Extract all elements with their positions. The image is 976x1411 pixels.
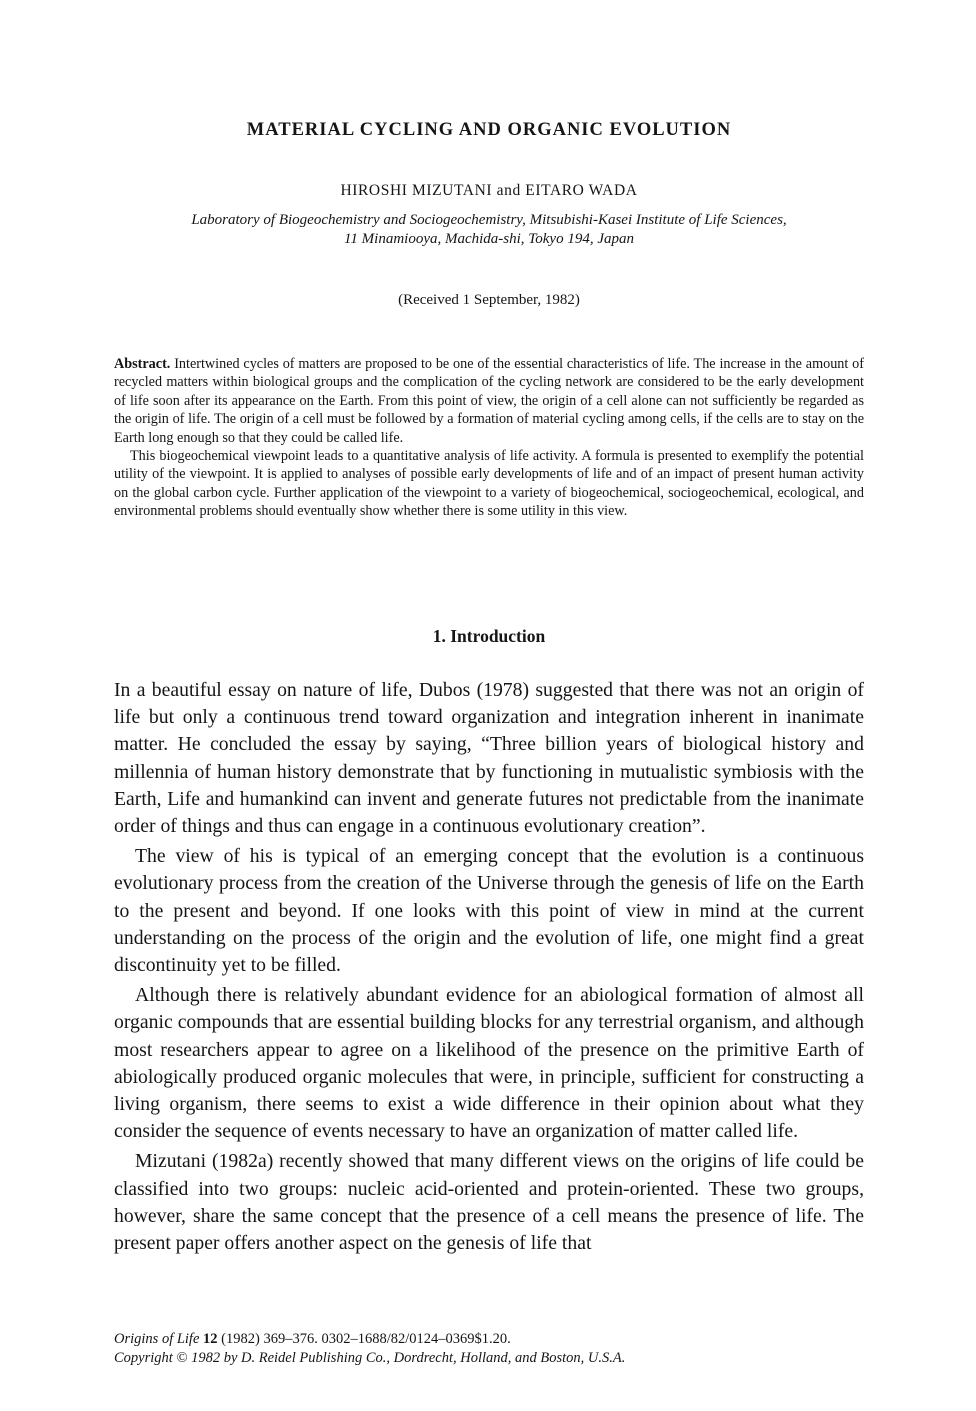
received-date: (Received 1 September, 1982): [398, 292, 580, 308]
introduction-body: [114, 677, 864, 1260]
body-paragraph: The view of his is typical of an emerging concept that the evolution is a continuous evolutionary process from the creation of the Universe through the genesis of life on the Earth to the present and beyond. If one looks with this point of view in mind at the current understanding on the process of the origin and the evolution of life, one might find a great discontinuity yet to be filled.: [114, 845, 864, 977]
abstract: [114, 355, 864, 521]
body-paragraph: In a beautiful essay on nature of life, Dubos (1978) suggested that there was not an origin of life but only a continuous trend toward organization and integration inherent in inanimate matter. He concluded the essay by saying, “Three billion years of biological history and millennia of human history demonstrate that by functioning in mutualistic symbiosis with the Earth, Life and humankind can invent and generate futures not predictable from the inanimate order of things and thus can engage in a continuous evolutionary creation”.: [114, 679, 864, 838]
body-paragraph: Mizutani (1982a) recently showed that many different views on the origins of life could be classified into two groups: nucleic acid-oriented and protein-oriented. These two groups, however, share the same concept that the presence of a cell means the presence of life. The present paper offers another aspect on the genesis of life that: [114, 1150, 864, 1255]
journal-volume: 12: [203, 1331, 218, 1347]
abstract-text: Intertwined cycles of matters are proposed to be one of the essential characteristics of life. The increase in the amount of recycled matters within biological groups and the complication of the cycling network are considered to be the early development of life soon after its appearance on the Earth. From this point of view, the origin of a cell alone can not sufficiently be regarded as the origin of life. The origin of a cell must be followed by a formation of material cycling among cells, if the cells are to stay on the Earth long enough so that they could be called life.: [114, 356, 864, 446]
abstract-paragraph: [114, 355, 864, 447]
journal-citation: [114, 1330, 864, 1349]
body-paragraph: Although there is relatively abundant evidence for an abiological formation of almost all organic compounds that are essential building blocks for any terrestrial organism, and although most researchers appear to agree on a likelihood of the presence on the primitive Earth of abiologically produced organic molecules that were, in principle, sufficient for constructing a living organism, there seems to exist a wide difference in their opinion about what they consider the sequence of events necessary to have an organization of matter called life.: [114, 984, 864, 1143]
article-authors: HIROSHI MIZUTANI and EITARO WADA: [340, 182, 638, 199]
abstract-paragraph: This biogeochemical viewpoint leads to a quantitative analysis of life activity. A formula is presented to exemplify the potential utility of the viewpoint. It is applied to analyses of possible early developments of life and of an impact of present human activity on the global carbon cycle. Further application of the viewpoint to a variety of biogeochemical, sociogeochemical, ecological, and environmental problems should eventually show whether there is some utility in this view.: [114, 448, 864, 520]
journal-name: Origins of Life: [114, 1331, 200, 1347]
section-heading: 1. Introduction: [432, 626, 546, 646]
affiliation-line: 11 Minamiooya, Machida-shi, Tokyo 194, Japan: [344, 231, 634, 247]
citation-details: (1982) 369–376. 0302–1688/82/0124–0369$1.20.: [221, 1331, 511, 1347]
affiliation-line: Laboratory of Biogeochemistry and Sociogeochemistry, Mitsubishi-Kasei Institute of Life Sciences,: [191, 212, 787, 228]
copyright-notice: Copyright © 1982 by D. Reidel Publishing Co., Dordrecht, Holland, and Boston, U.S.A.: [114, 1350, 626, 1366]
abstract-label: Abstract.: [114, 356, 171, 372]
page-footer: [114, 1330, 864, 1368]
article-title: MATERIAL CYCLING AND ORGANIC EVOLUTION: [246, 120, 732, 140]
author-affiliation: [114, 211, 864, 249]
